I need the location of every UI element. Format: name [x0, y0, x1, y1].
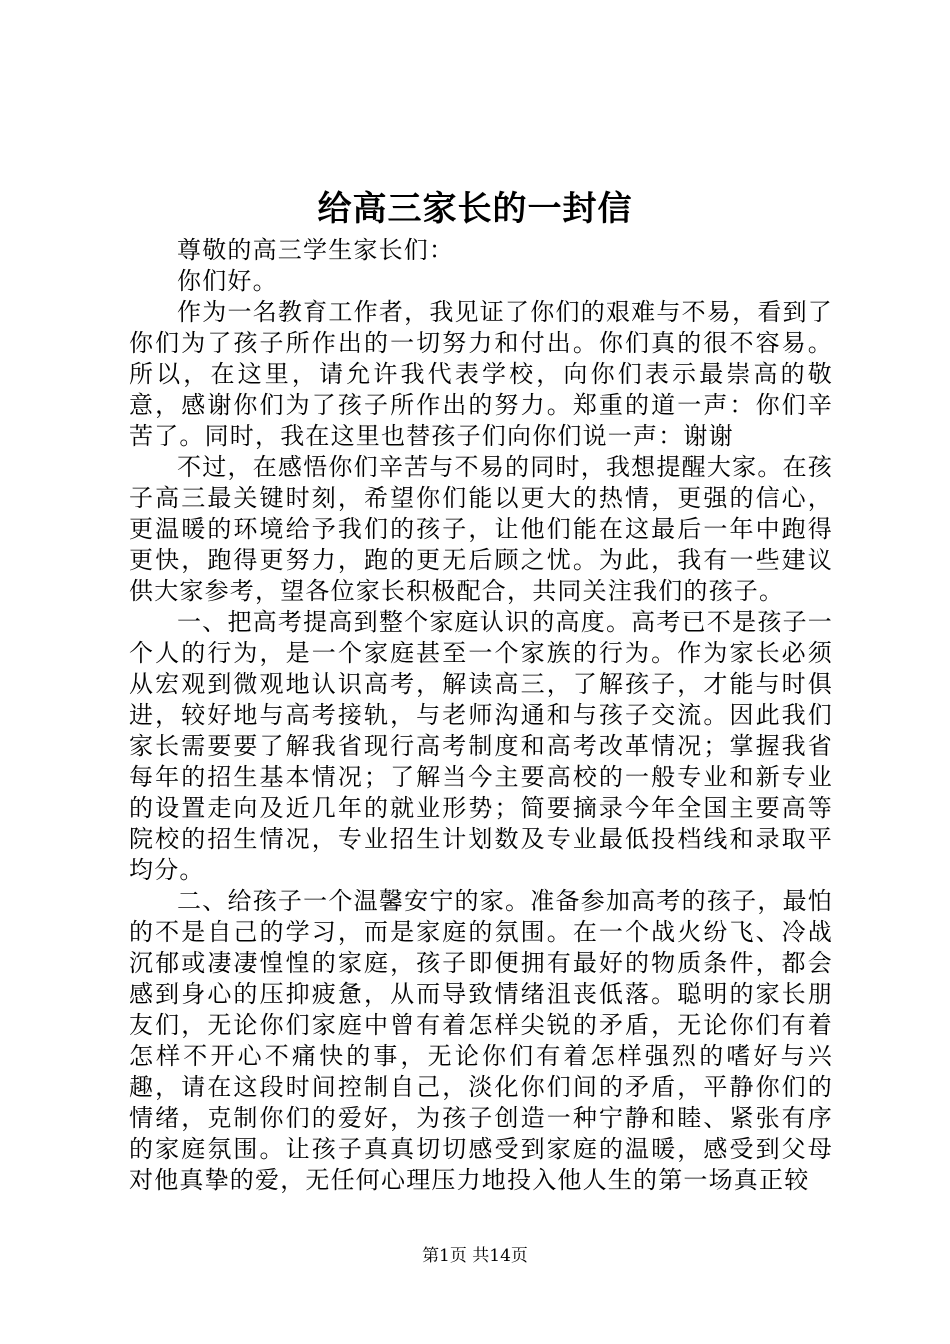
paragraph: 一、把高考提高到整个家庭认识的高度。高考已不是孩子一个人的行为，是一个家庭甚至一个家族的行为。作为家长必须从宏观到微观地认识高考，解读高三，了解孩子，才能与时俱进，较好地与高考接轨，与老师沟通和与孩子交流。因此我们家长需要要了解我省现行高考制度和高考改革情况；掌握我省每年的招生基本情况；了解当今主要高校的一般专业和新专业的设置走向及近几年的就业形势；简要摘录今年全国主要高等院校的招生情况，专业招生计划数及专业最低投档线和录取平均分。 [129, 608, 833, 884]
greeting: 你们好。 [177, 267, 278, 295]
paragraph: 作为一名教育工作者，我见证了你们的艰难与不易，看到了你们为了孩子所作出的一切努力和付出。你们真的很不容易。所以，在这里，请允许我代表学校，向你们表示最崇高的敬意，感谢你们为了孩子所作出的努力。郑重的道一声：你们辛苦了。同时，我在这里也替孩子们向你们说一声：谢谢 [129, 298, 833, 450]
page-number: 第1页 共14页 [422, 1246, 528, 1266]
paragraph: 二、给孩子一个温馨安宁的家。准备参加高考的孩子，最怕的不是自己的学习，而是家庭的氛围。在一个战火纷飞、冷战沉郁或凄凄惶惶的家庭，孩子即便拥有最好的物质条件，都会感到身心的压抑疲惫，从而导致情绪沮丧低落。聪明的家长朋友们，无论你们家庭中曾有着怎样尖锐的矛盾，无论你们有着怎样不开心不痛快的事，无论你们有着怎样强烈的嗜好与兴趣，请在这段时间控制自己，淡化你们间的矛盾，平静你们的情绪，克制你们的爱好，为孩子创造一种宁静和睦、紧张有序的家庭氛围。让孩子真真切切感受到家庭的温暖，感受到父母对他真挚的爱，无任何心理压力地投入他人生的第一场真正较 [129, 887, 833, 1194]
document-body [129, 235, 833, 1196]
salutation: 尊敬的高三学生家长们： [177, 236, 455, 264]
paragraph: 不过，在感悟你们辛苦与不易的同时，我想提醒大家。在孩子高三最关键时刻，希望你们能以更大的热情，更强的信心，更温暖的环境给予我们的孩子，让他们能在这最后一年中跑得更快，跑得更努力，跑的更无后顾之忧。为此，我有一些建议供大家参考，望各位家长积极配合，共同关注我们的孩子。 [129, 453, 833, 605]
document-title: 给高三家长的一封信 [317, 189, 633, 229]
